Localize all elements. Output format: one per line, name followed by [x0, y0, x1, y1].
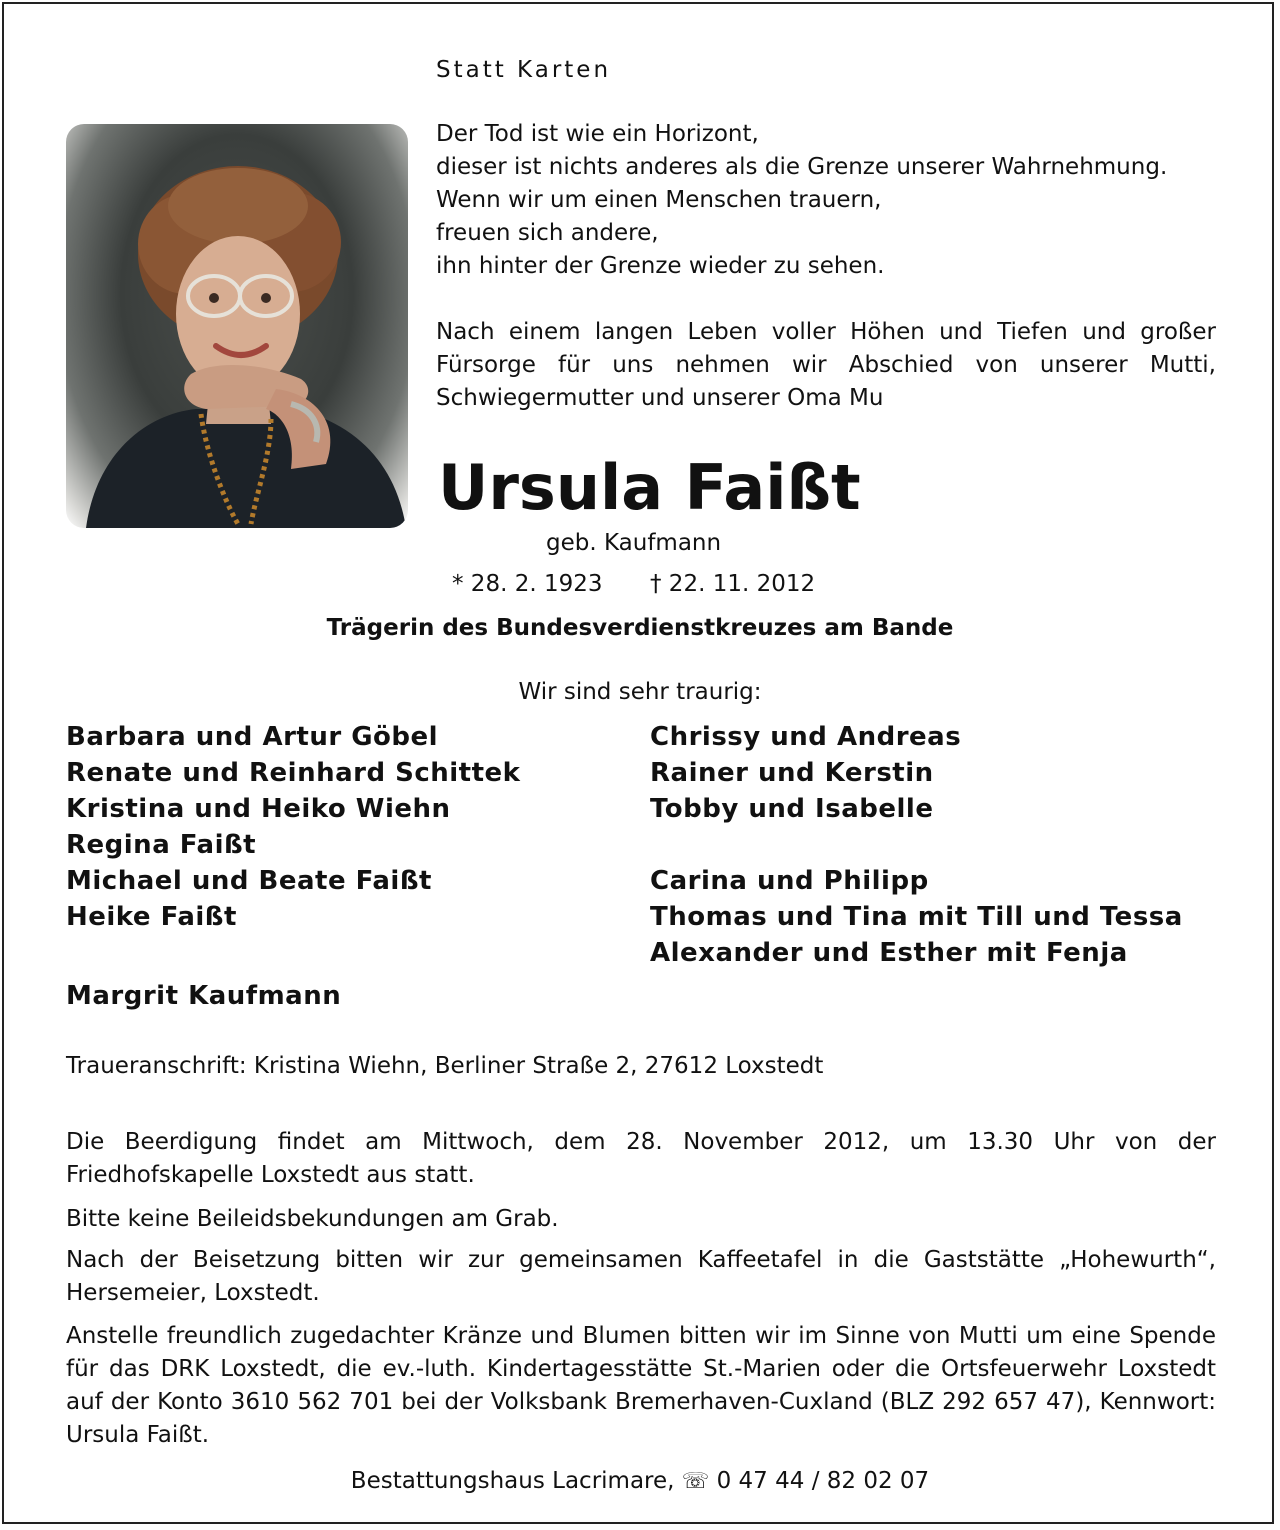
poem-line: dieser ist nichts anderes als die Grenze unserer Wahrnehmung. [436, 154, 1168, 180]
mourner-name: Carina und Philipp [650, 866, 929, 896]
header-statt-karten: Statt Karten [436, 57, 612, 83]
mourner-name: Renate und Reinhard Schittek [66, 758, 521, 788]
mourner-name: Tobby und Isabelle [650, 794, 934, 824]
poem [436, 118, 1216, 283]
birth-date: * 28. 2. 1923 [452, 571, 603, 597]
mourner-name: Barbara und Artur Göbel [66, 722, 439, 752]
maiden-name: geb. Kaufmann [546, 530, 722, 556]
death-date: † 22. 11. 2012 [650, 571, 816, 597]
mourner-name: Rainer und Kerstin [650, 758, 934, 788]
coffee-reception: Nach der Beisetzung bitten wir zur gemeinsamen Kaffeetafel in die Gaststätte „Hohewurth“, Hersemeier, Loxstedt. [66, 1247, 1216, 1306]
mourning-line: Wir sind sehr traurig: [518, 679, 762, 705]
donation-request: Anstelle freundlich zugedachter Kränze und Blumen bitten wir im Sinne von Mutti um eine Spende für das DRK Loxstedt, die ev.-luth. Kindertagesstätte St.-Marien oder die Ortsfeuerwehr Loxstedt auf der Konto 3610 562 701 bei der Volksbank Bremerhaven-Cuxland (BLZ 292 657 47), Kennwort: Ursula Faißt. [66, 1323, 1216, 1448]
honor-line: Trägerin des Bundesverdienstkreuzes am Bande [326, 615, 954, 641]
mourner-name: Heike Faißt [66, 902, 237, 932]
mourner-name: Michael und Beate Faißt [66, 866, 432, 896]
portrait-photo [66, 124, 408, 528]
poem-line: Der Tod ist wie ein Horizont, [436, 121, 759, 147]
mourner-name: Thomas und Tina mit Till und Tessa [650, 902, 1183, 932]
mourner-name: Alexander und Esther mit Fenja [650, 938, 1128, 968]
condolence-note: Bitte keine Beileidsbekundungen am Grab. [66, 1206, 559, 1232]
intro-paragraph: Nach einem langen Leben voller Höhen und Tiefen und großer Fürsorge für uns nehmen wir Abschied von unserer Mutti, Schwiegermutter und unserer Oma Mu [436, 319, 1216, 411]
undertaker-name: Bestattungshaus Lacrimare, [350, 1468, 675, 1494]
undertaker-phone: 0 47 44 / 82 02 07 [716, 1468, 930, 1494]
mourning-address: Traueranschrift: Kristina Wiehn, Berliner Straße 2, 27612 Loxstedt [66, 1053, 824, 1079]
portrait-illustration [66, 124, 408, 528]
deceased-name: Ursula Faißt [438, 451, 861, 524]
mourners-right-column-1 [650, 719, 961, 827]
mourners-right-column-2 [650, 863, 1183, 971]
telephone-icon: ☏ [681, 1469, 710, 1494]
poem-line: ihn hinter der Grenze wieder zu sehen. [436, 253, 885, 279]
undertaker-line [0, 1465, 1280, 1498]
mourners-left-column [66, 719, 520, 935]
mourner-name: Regina Faißt [66, 830, 257, 860]
mourner-name-extra: Margrit Kaufmann [66, 981, 342, 1011]
funeral-info: Die Beerdigung findet am Mittwoch, dem 28. November 2012, um 13.30 Uhr von der Friedhofskapelle Loxstedt aus statt. [66, 1129, 1216, 1188]
mourner-name: Chrissy und Andreas [650, 722, 962, 752]
poem-line: Wenn wir um einen Menschen trauern, [436, 187, 882, 213]
mourner-name: Kristina und Heiko Wiehn [66, 794, 451, 824]
poem-line: freuen sich andere, [436, 220, 659, 246]
